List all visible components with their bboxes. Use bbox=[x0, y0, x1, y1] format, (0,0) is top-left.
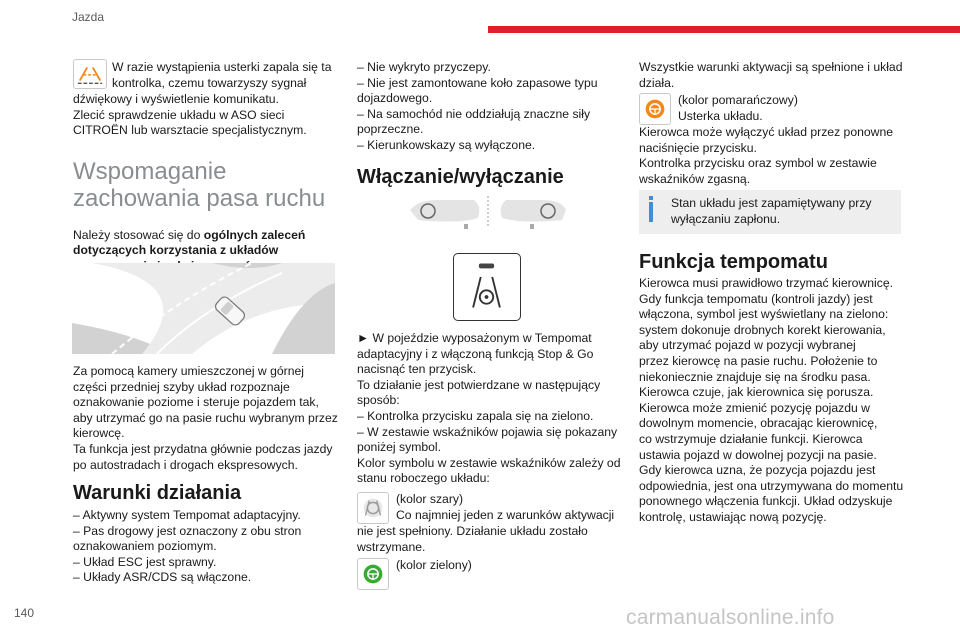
steering-green-icon bbox=[357, 558, 389, 590]
conditions-list: – Aktywny system Tempomat adaptacyjny. – Pas drogowy jest oznaczony z obu stron oznakowaniem poziomym. – Układ ESC jest sprawny. – Układy ASR/CDS są włączone. bbox=[73, 508, 302, 585]
grey-label: (kolor szary) bbox=[396, 492, 464, 506]
on-off-heading: Włączanie/wyłączanie bbox=[357, 166, 564, 188]
info-icon bbox=[649, 202, 653, 222]
lane-road-illustration bbox=[72, 263, 335, 354]
procedure-text: ► W pojeździe wyposażonym w Tempomat adaptacyjny i z włączoną funkcją Stop & Go nacisnąć ten przycisk. To działanie jest potwierdzane w następujący sposób: – Kontrolka przycisku zapala się na zielono. – W zestawie wskaźników pojawia się pokazany poniżej symbol. Kolor symbolu w zestawie wskaźników zależy od stanu roboczego układu: bbox=[357, 331, 621, 486]
conditions-list-cont: – Nie wykryto przyczepy. – Nie jest zamontowane koło zapasowe typu dojazdowego. – Na samochód nie oddziałują znaczne siły poprzeczne. – Kierunkowskazy są wyłączone. bbox=[357, 60, 598, 152]
info-icon-dot bbox=[649, 196, 653, 200]
info-note-text: Stan układu jest zapamiętywany przy wyłączaniu zapłonu. bbox=[671, 196, 872, 226]
steering-orange-icon bbox=[639, 93, 671, 125]
header-accent-bar bbox=[488, 26, 960, 33]
all-met-text: Wszystkie warunki aktywacji są spełnione i układ działa. bbox=[639, 60, 903, 90]
section-header-title: Jazda bbox=[72, 10, 105, 24]
info-note-box bbox=[639, 190, 901, 234]
green-label: (kolor zielony) bbox=[396, 558, 472, 572]
lane-assist-button[interactable] bbox=[453, 253, 521, 321]
page-number: 140 bbox=[14, 606, 35, 620]
camera-description: Za pomocą kamery umieszczonej w górnej części przedniej szyby układ rozpoznaje oznakowanie poziome i steruje pojazdem tak, aby utrzymać go na pasie ruchu wybranym przez kierowcę. Ta funkcja jest przydatna głównie podczas jazdy po autostradach i drogach ekspresowych. bbox=[73, 364, 338, 472]
watermark: carmanualsonline.info bbox=[626, 606, 835, 629]
cruise-text: Kierowca musi prawidłowo trzymać kierownicę. Gdy funkcja tempomatu (kontroli jazdy) jest włączona, symbol jest wyświetlany na zielono: system dokonuje drobnych korekt kierowania, aby utrzymać pojazd w pozycji wybranej przez kierowcę na pasie ruchu. Położenie to niekoniecznie znajduje się na środku pasa. Kierowca czuje, jak kierownica się porusza. Kierowca może zmienić pozycję pojazdu w dowolnym momencie, obracając kierownicę, co wstrzymuje działanie funkcji. Kierowca ustawia pojazd w dowolnej pozycji na pasie. Gdy kierowca uzna, że pozycja pojazdu jest odpowiednia, jest ona utrzymywana do momentu ponownego włączenia funkcji. Układ odzyskuje kontrolę, ustawiając nową pozycję. bbox=[639, 276, 904, 524]
dashboard-illustration bbox=[408, 196, 568, 232]
cruise-heading: Funkcja tempomatu bbox=[639, 251, 828, 273]
grey-desc-2: nie jest spełniony. Działanie układu zostało wstrzymane. bbox=[357, 524, 588, 554]
steering-grey-icon bbox=[357, 492, 389, 524]
orange-desc: Usterka układu. bbox=[678, 109, 763, 123]
grey-desc-1: Co najmniej jeden z warunków aktywacji bbox=[396, 508, 615, 522]
warning-text-cont: dźwiękowy i wyświetlenie komunikatu. Zlecić sprawdzenie układu w ASO sieci CITROËN lub warsztacie specjalistycznym. bbox=[73, 92, 307, 138]
lane-warning-icon bbox=[73, 59, 107, 89]
intro-bold-link: ogólnych zaleceń dotyczących korzystania z układów bbox=[73, 227, 306, 258]
disable-text: Kierowca może wyłączyć układ przez ponowne naciśnięcie przycisku. Kontrolka przycisku oraz symbol w zestawie wskaźników zgasną. bbox=[639, 125, 894, 186]
orange-label: (kolor pomarańczowy) bbox=[678, 93, 798, 107]
intro-prefix: Należy stosować się do bbox=[73, 227, 204, 242]
lane-assist-button-icon bbox=[454, 254, 519, 319]
lane-assist-heading: Wspomaganie zachowania pasa ruchu bbox=[73, 158, 326, 212]
conditions-heading: Warunki działania bbox=[73, 482, 242, 504]
warning-text: W razie wystąpienia usterki zapala się ta kontrolka, czemu towarzyszy sygnał bbox=[112, 60, 332, 90]
